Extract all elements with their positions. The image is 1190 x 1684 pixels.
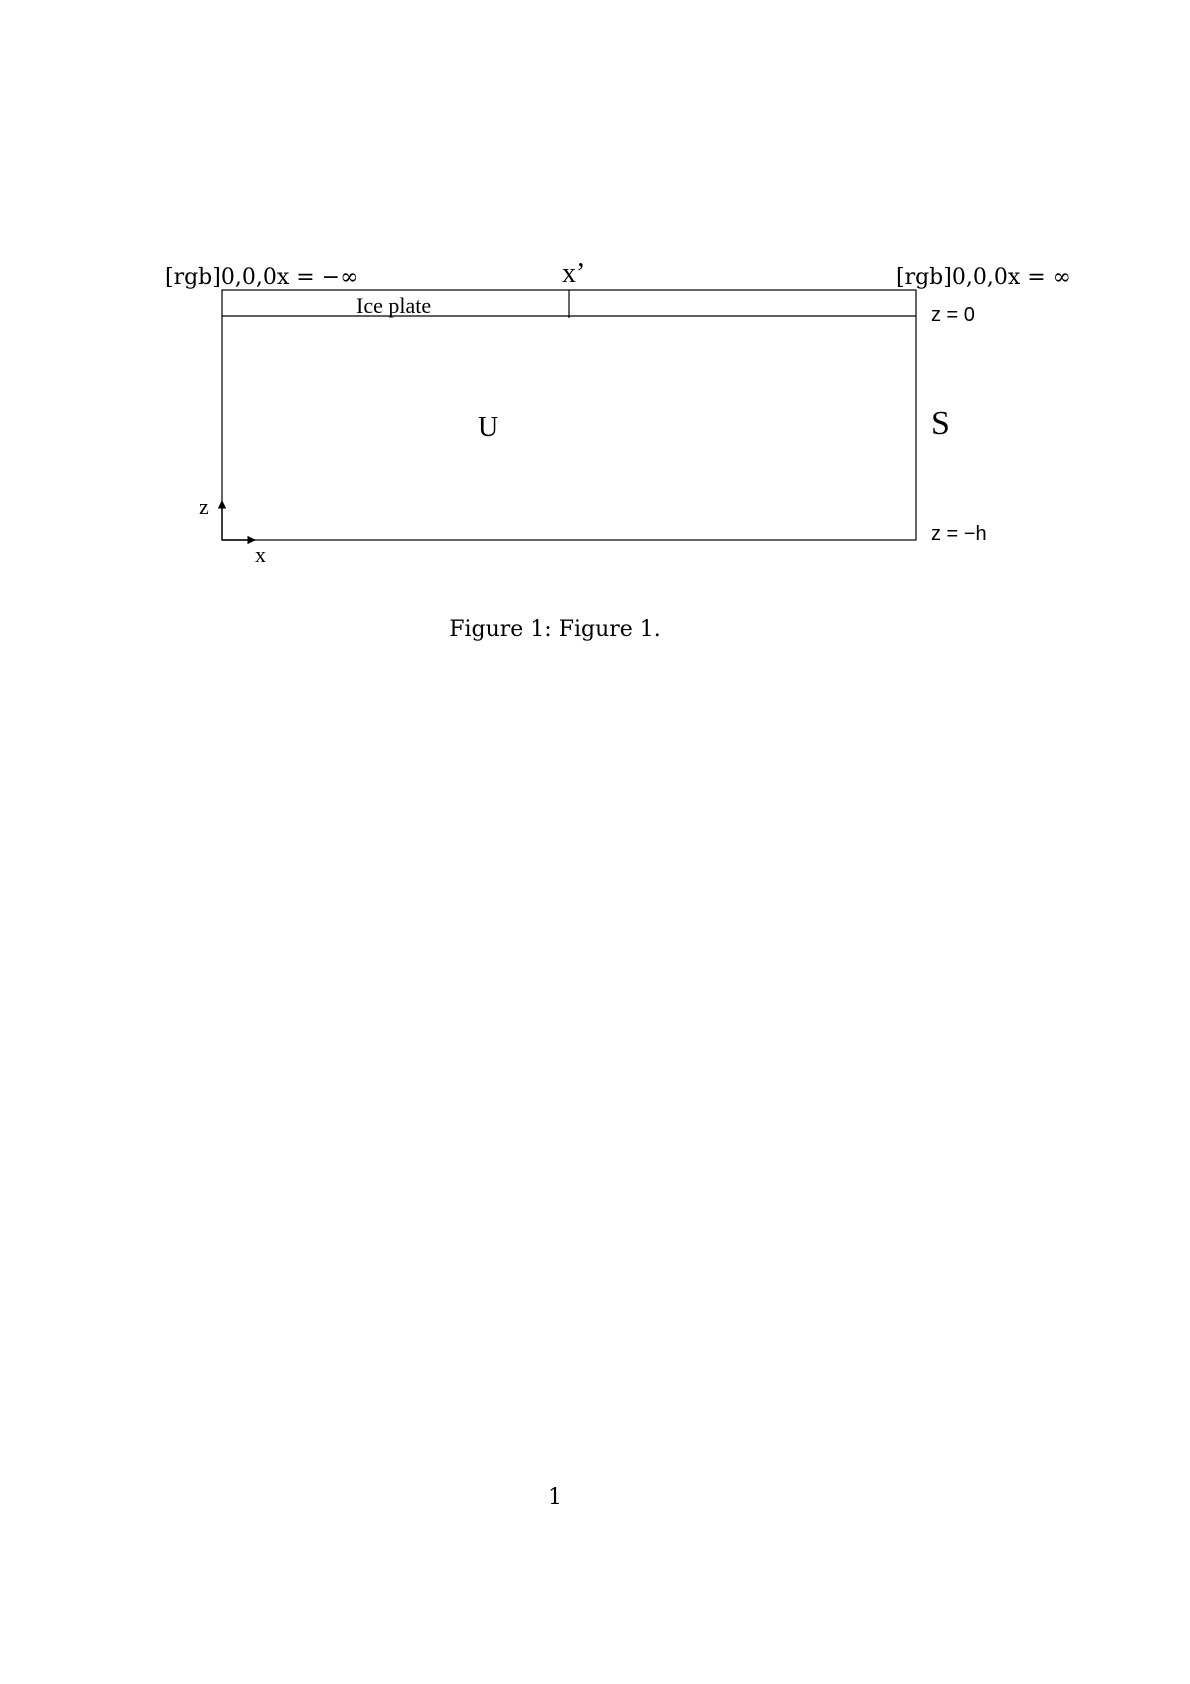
region-u-label: U <box>478 412 499 443</box>
bottom-depth-label: z = −h <box>931 523 987 545</box>
left-boundary-label: [rgb]0,0,0x = −∞ <box>165 265 359 290</box>
domain-boundary <box>222 290 916 540</box>
surface-depth-label: z = 0 <box>931 304 975 326</box>
fluid-domain-diagram <box>0 0 1190 700</box>
plate-edge-label: x’ <box>562 258 586 289</box>
figure-caption: Figure 1: Figure 1. <box>449 617 661 642</box>
x-axis-label: x <box>255 542 266 567</box>
z-axis-label: z <box>199 494 209 519</box>
right-boundary-label: [rgb]0,0,0x = ∞ <box>896 265 1071 290</box>
page-number: 1 <box>548 1485 562 1510</box>
region-s-label: S <box>931 405 950 442</box>
ice-plate-label: Ice plate <box>356 293 432 318</box>
